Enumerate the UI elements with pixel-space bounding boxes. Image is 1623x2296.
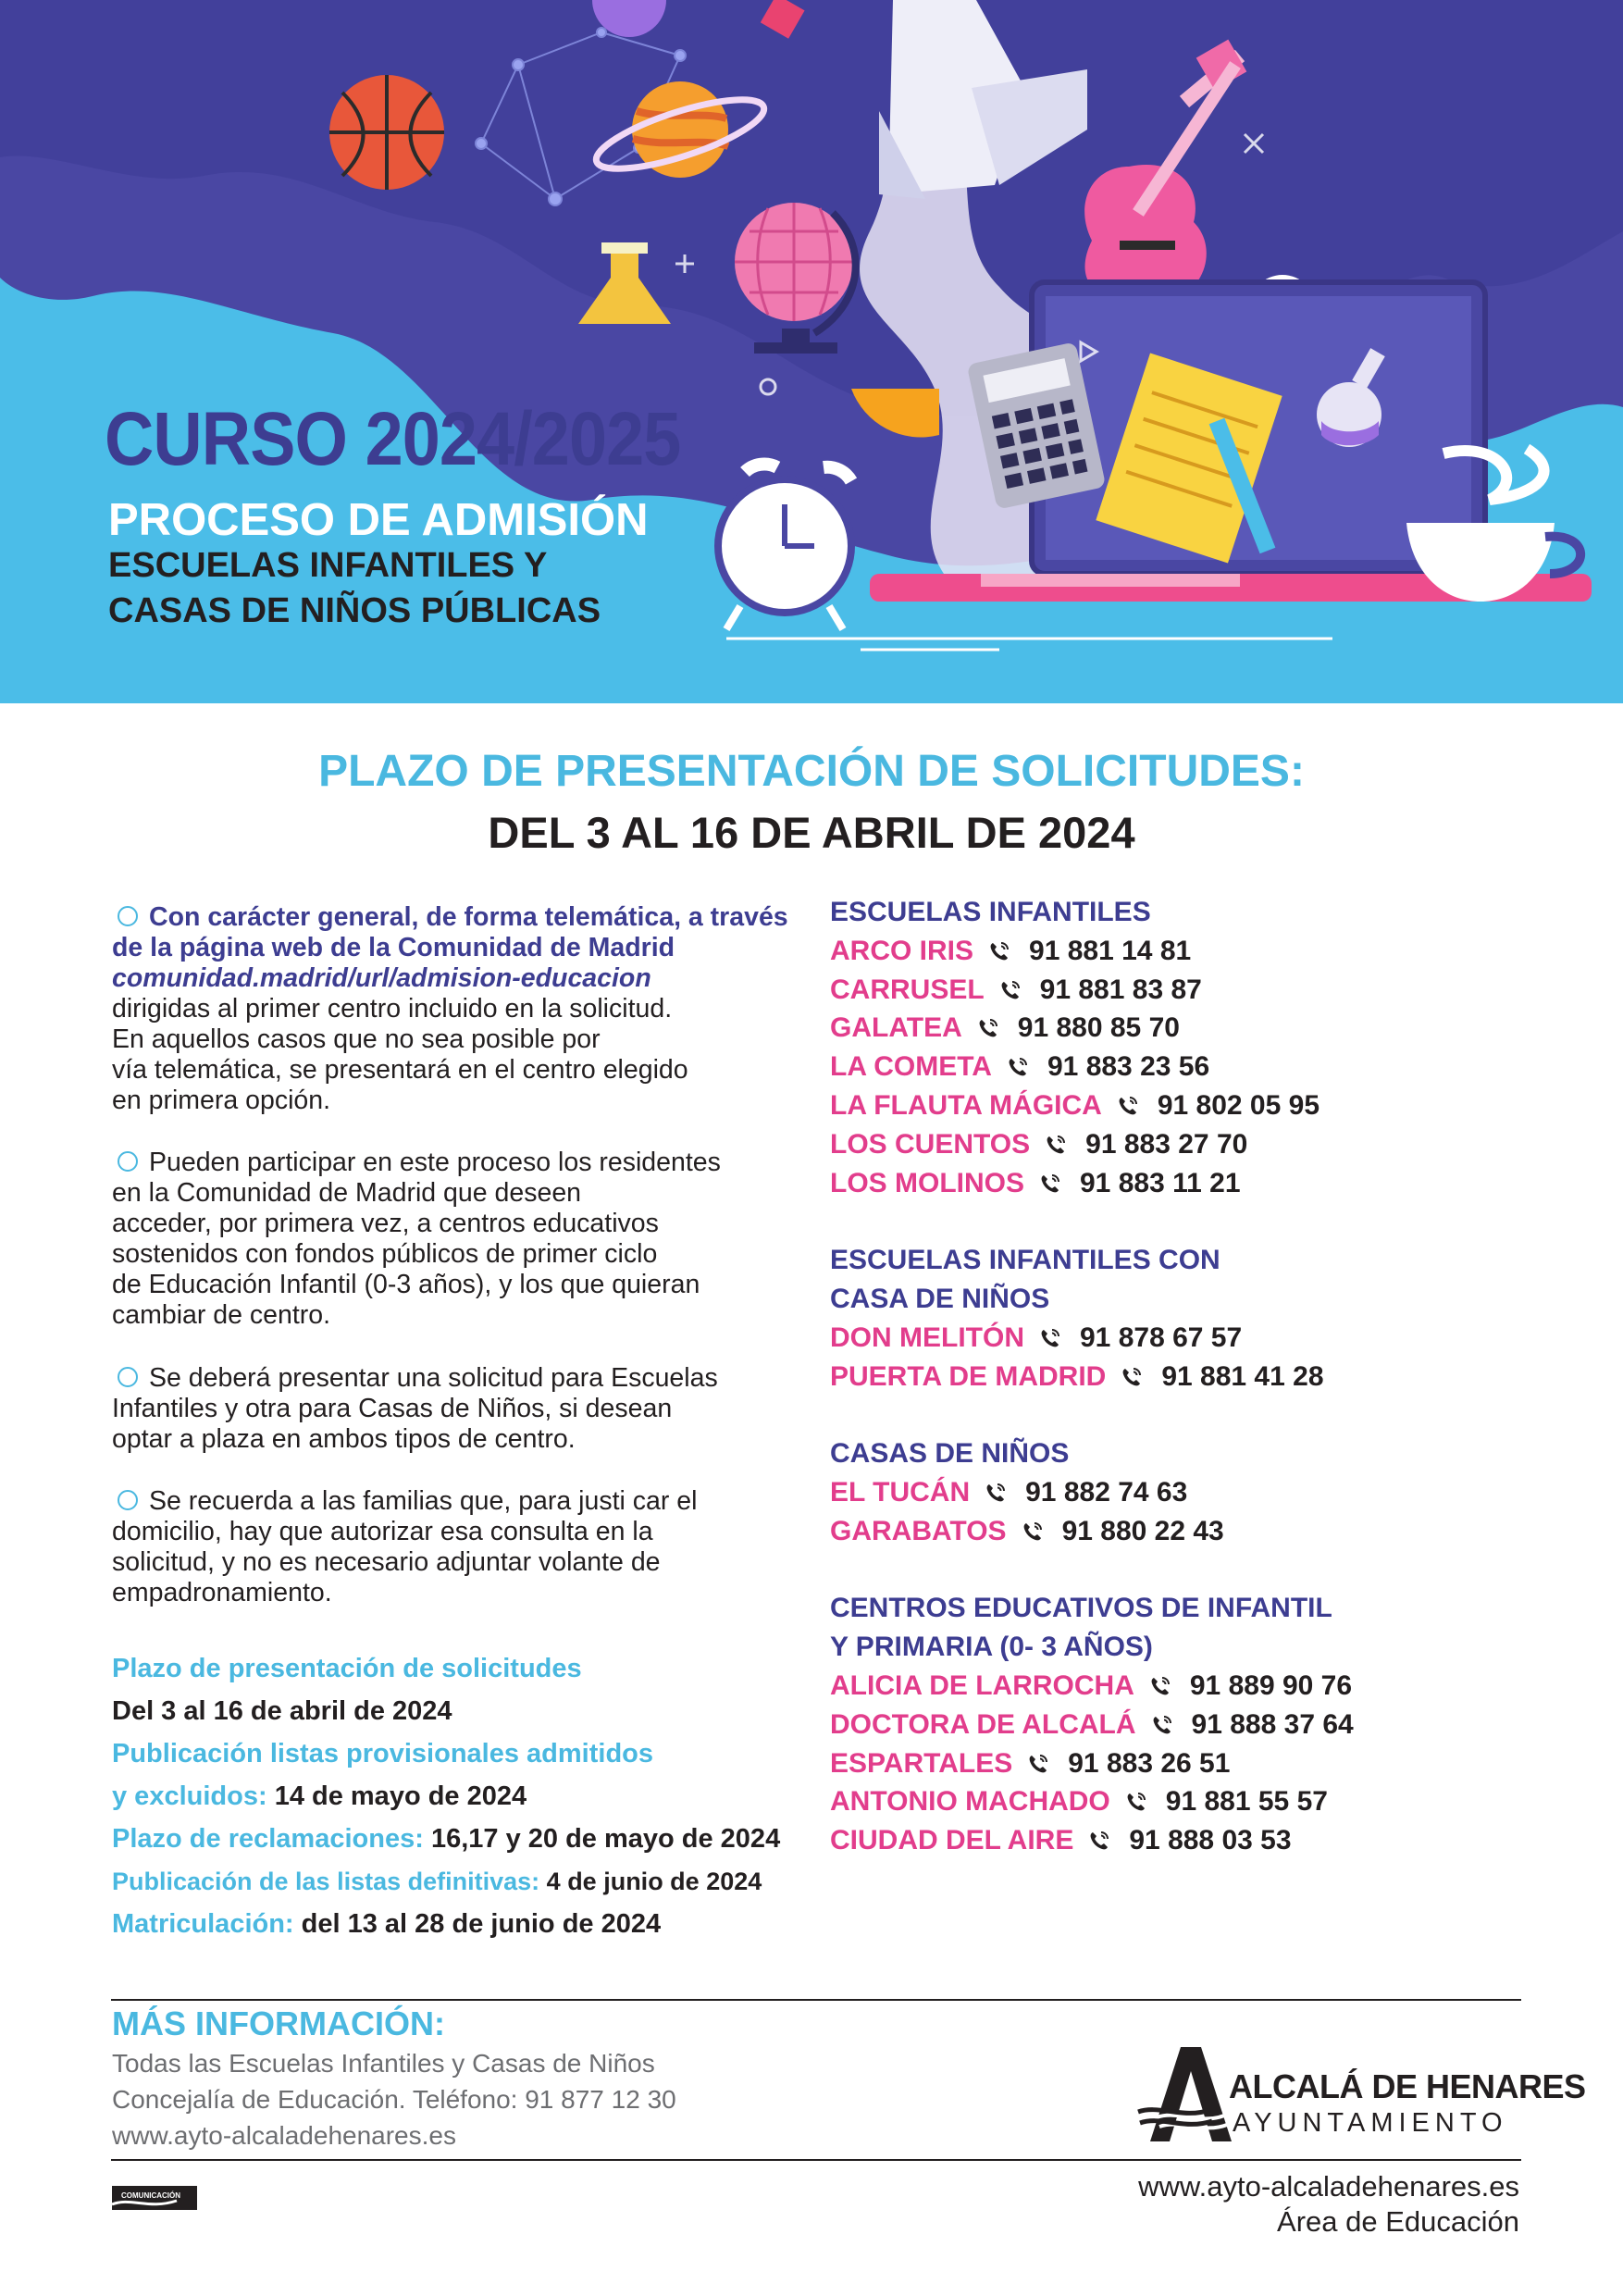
claims-value: 16,17 y 20 de mayo de 2024: [430, 1824, 781, 1854]
deadline-heading: PLAZO DE PRESENTACIÓN DE SOLICITUDES:: [318, 747, 1305, 796]
center-phone[interactable]: 91 802 05 95: [1157, 1089, 1320, 1121]
center-row: [830, 1009, 1589, 1048]
logo-text-sub: AYUNTAMIENTO: [1233, 2108, 1508, 2138]
phone-icon: [999, 979, 1022, 1001]
p1-line-6: vía telemática, se presentará en el centro elegido: [112, 1055, 688, 1085]
p3-line-1: Se deberá presentar una solicitud para Escuelas: [149, 1363, 718, 1393]
svg-text:COMUNICACIÓN: COMUNICACIÓN: [121, 2191, 180, 2200]
final-lists-label: Publicación de las listas definitivas:: [112, 1868, 540, 1895]
more-info-line-1: Todas las Escuelas Infantiles y Casas de Niños: [112, 2049, 655, 2078]
p4-line-1: Se recuerda a las familias que, para justi car el: [149, 1486, 698, 1516]
center-row: [830, 1744, 1589, 1783]
center-phone[interactable]: 91 881 83 87: [1039, 974, 1202, 1005]
center-name: CIUDAD DEL AIRE: [830, 1825, 1074, 1856]
excluded-label: y excluidos:: [112, 1781, 267, 1811]
center-row: [830, 1164, 1589, 1203]
p2-line-1: Pueden participar en este proceso los residentes: [149, 1148, 721, 1177]
footer-divider-bottom: [111, 2159, 1521, 2161]
comunicacion-logo: [112, 2186, 197, 2210]
phone-icon: [985, 1482, 1007, 1504]
footer-area: Área de Educación: [1277, 2205, 1519, 2238]
center-phone[interactable]: 91 883 23 56: [1047, 1051, 1210, 1083]
center-row: [830, 1512, 1589, 1551]
provisional-lists-value: 14 de mayo de 2024: [274, 1781, 527, 1811]
center-name: LOS MOLINOS: [830, 1167, 1024, 1198]
p4-line-2: domicilio, hay que autorizar esa consulta en la: [112, 1517, 653, 1546]
header-line-2: CASAS DE NIÑOS PÚBLICAS: [108, 591, 601, 630]
centers-directory: [830, 893, 1589, 1860]
group-heading-casas-de-ninos: CASAS DE NIÑOS: [830, 1438, 1070, 1470]
phone-icon: [1007, 1056, 1029, 1078]
group-heading-escuelas-con-casa-l2: CASA DE NIÑOS: [830, 1283, 1050, 1314]
paragraph-eligibility: [112, 1148, 797, 1331]
alcala-de-henares-logo: [1136, 2042, 1586, 2143]
group-heading-ceip-l2: Y PRIMARIA (0- 3 AÑOS): [830, 1632, 1153, 1663]
center-phone[interactable]: 91 880 85 70: [1017, 1012, 1180, 1044]
deadline-dates: DEL 3 AL 16 DE ABRIL DE 2024: [488, 808, 1135, 857]
phone-icon: [1039, 1327, 1061, 1349]
p2-line-5: de Educación Infantil (0-3 años), y los que quieran: [112, 1270, 700, 1299]
center-name: CARRUSEL: [830, 974, 985, 1005]
phone-icon: [1088, 1830, 1110, 1852]
phone-icon: [1151, 1714, 1173, 1736]
center-phone[interactable]: 91 878 67 57: [1080, 1322, 1243, 1353]
paragraph-domicile: [112, 1486, 797, 1608]
center-name: GARABATOS: [830, 1515, 1007, 1546]
center-row: [830, 1706, 1589, 1744]
paragraph-separate-applications: [112, 1363, 797, 1455]
enrollment-label: Matriculación:: [112, 1909, 294, 1939]
center-row: [830, 1125, 1589, 1164]
phone-icon: [1117, 1095, 1139, 1117]
ceip-list: [830, 1667, 1589, 1860]
application-period-value: Del 3 al 16 de abril de 2024: [112, 1696, 452, 1726]
p1-line-5: En aquellos casos que no sea posible por: [112, 1024, 601, 1054]
admission-process-title: PROCESO DE ADMISIÓN: [108, 495, 649, 545]
center-row: [830, 1473, 1589, 1512]
escuelas-infantiles-list: [830, 932, 1589, 1203]
phone-icon: [1125, 1791, 1147, 1813]
center-row: [830, 1358, 1589, 1396]
header-banner: [0, 0, 1623, 703]
center-name: PUERTA DE MADRID: [830, 1360, 1107, 1392]
p3-line-3: optar a plaza en ambos tipos de centro.: [112, 1424, 576, 1454]
phone-icon: [1045, 1134, 1067, 1156]
footer-divider-top: [111, 1999, 1521, 2001]
p2-line-4: sostenidos con fondos públicos de primer ciclo: [112, 1239, 658, 1269]
phone-icon: [977, 1017, 999, 1039]
p2-line-6: cambiar de centro.: [112, 1300, 331, 1330]
final-lists-value: 4 de junio de 2024: [546, 1868, 762, 1895]
center-name: ARCO IRIS: [830, 935, 974, 966]
center-row: [830, 1821, 1589, 1860]
p1-line-1: Con carácter general, de forma telemática, a través: [149, 902, 788, 932]
phone-icon: [1149, 1675, 1171, 1697]
dates-schedule: [112, 1647, 834, 1945]
p2-line-2: en la Comunidad de Madrid que deseen: [112, 1178, 582, 1208]
center-phone[interactable]: 91 882 74 63: [1025, 1476, 1188, 1508]
course-title: CURSO 2024/2025: [105, 397, 681, 481]
phone-icon: [1022, 1520, 1044, 1543]
center-row: [830, 1086, 1589, 1125]
bullet-circle-icon: [118, 1151, 138, 1172]
center-name: LA COMETA: [830, 1051, 992, 1083]
center-row: [830, 932, 1589, 971]
provisional-lists-label: Publicación listas provisionales admitidos: [112, 1739, 653, 1769]
center-phone[interactable]: 91 881 14 81: [1029, 935, 1192, 966]
center-phone[interactable]: 91 888 37 64: [1191, 1708, 1354, 1740]
more-info-website[interactable]: www.ayto-alcaladehenares.es: [112, 2121, 456, 2150]
center-row: [830, 1048, 1589, 1086]
claims-label: Plazo de reclamaciones:: [112, 1824, 424, 1854]
center-row: [830, 971, 1589, 1010]
center-phone[interactable]: 91 881 41 28: [1161, 1360, 1324, 1392]
phone-icon: [1039, 1173, 1061, 1195]
phone-icon: [988, 940, 1010, 962]
phone-icon: [1121, 1366, 1143, 1388]
center-phone[interactable]: 91 883 26 51: [1068, 1747, 1231, 1779]
center-phone[interactable]: 91 881 55 57: [1165, 1786, 1328, 1818]
p1-line-7: en primera opción.: [112, 1086, 331, 1115]
alcala-logo-a-icon: [1136, 2042, 1238, 2143]
center-row: [830, 1782, 1589, 1821]
logo-text-main: ALCALÁ DE HENARES: [1229, 2067, 1586, 2105]
center-row: [830, 1667, 1589, 1706]
casas-de-ninos-list: [830, 1473, 1589, 1551]
p4-line-4: empadronamiento.: [112, 1578, 332, 1607]
p4-line-3: solicitud, y no es necesario adjuntar volante de: [112, 1547, 661, 1577]
center-name: GALATEA: [830, 1012, 962, 1044]
center-phone[interactable]: 91 883 11 21: [1080, 1167, 1241, 1198]
center-phone[interactable]: 91 883 27 70: [1085, 1128, 1248, 1160]
center-name: DOCTORA DE ALCALÁ: [830, 1708, 1136, 1740]
center-name: EL TUCÁN: [830, 1476, 971, 1508]
basketball-icon: [329, 75, 444, 190]
bullet-circle-icon: [118, 1490, 138, 1510]
center-phone[interactable]: 91 889 90 76: [1189, 1669, 1353, 1701]
center-row: [830, 1319, 1589, 1358]
center-name: DON MELITÓN: [830, 1322, 1024, 1353]
p2-line-3: acceder, por primera vez, a centros educativos: [112, 1209, 659, 1238]
more-info-heading: MÁS INFORMACIÓN:: [112, 2004, 445, 2042]
center-name: LA FLAUTA MÁGICA: [830, 1089, 1102, 1121]
bullet-circle-icon: [118, 1367, 138, 1387]
header-line-1: ESCUELAS INFANTILES Y: [108, 546, 548, 585]
admission-url-link[interactable]: comunidad.madrid/url/admision-educacion: [112, 963, 651, 993]
p1-line-4: dirigidas al primer centro incluido en la solicitud.: [112, 994, 673, 1024]
group-heading-ceip-l1: CENTROS EDUCATIVOS DE INFANTIL: [830, 1593, 1332, 1624]
phone-icon: [1027, 1753, 1049, 1775]
center-phone[interactable]: 91 888 03 53: [1129, 1825, 1292, 1856]
p1-line-2: de la página web de la Comunidad de Madrid: [112, 933, 675, 962]
center-name: LOS CUENTOS: [830, 1128, 1031, 1160]
bullet-circle-icon: [118, 906, 138, 926]
footer-website[interactable]: www.ayto-alcaladehenares.es: [1138, 2170, 1519, 2203]
center-name: ESPARTALES: [830, 1747, 1013, 1779]
group-heading-escuelas-con-casa-l1: ESCUELAS INFANTILES CON: [830, 1245, 1220, 1276]
center-phone[interactable]: 91 880 22 43: [1061, 1515, 1224, 1546]
escuelas-con-casa-list: [830, 1319, 1589, 1396]
paragraph-telematic: [112, 902, 797, 1116]
center-name: ALICIA DE LARROCHA: [830, 1669, 1134, 1701]
enrollment-value: del 13 al 28 de junio de 2024: [301, 1909, 662, 1939]
more-info-line-2: Concejalía de Educación. Teléfono: 91 877 12 30: [112, 2085, 676, 2114]
center-name: ANTONIO MACHADO: [830, 1786, 1110, 1818]
p3-line-2: Infantiles y otra para Casas de Niños, si desean: [112, 1394, 673, 1423]
application-period-label: Plazo de presentación de solicitudes: [112, 1654, 582, 1683]
group-heading-escuelas-infantiles: ESCUELAS INFANTILES: [830, 897, 1151, 927]
